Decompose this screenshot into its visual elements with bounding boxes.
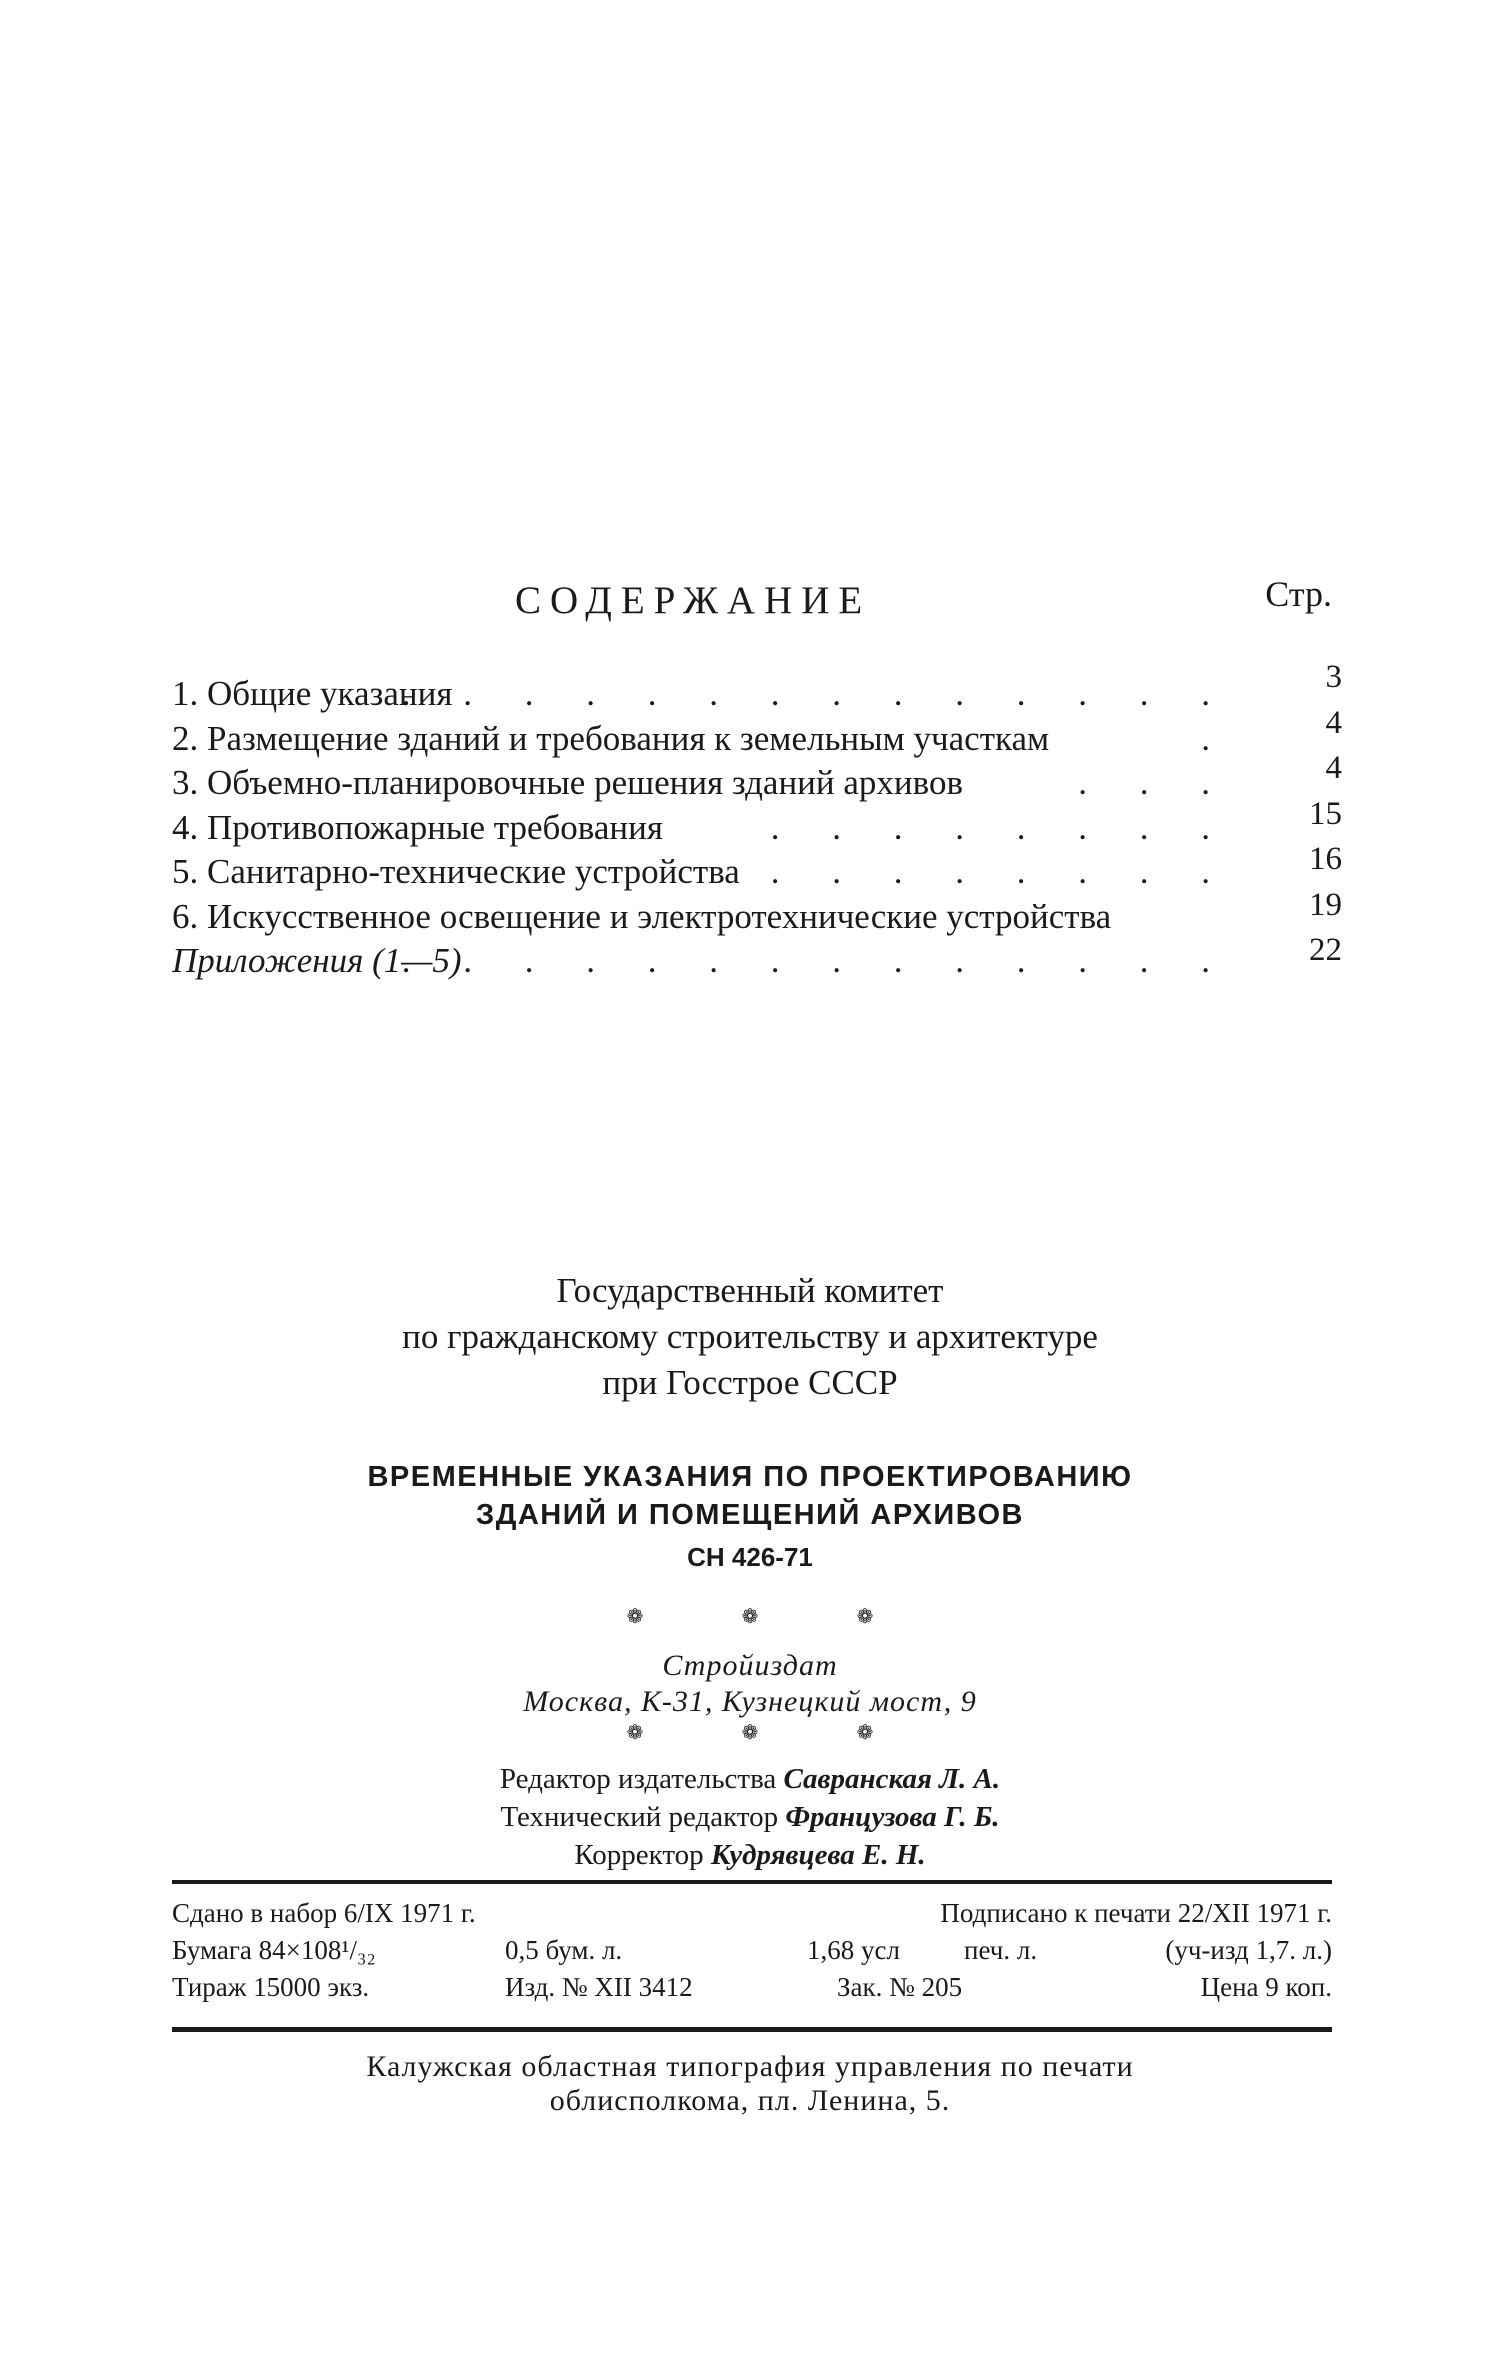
top-rule xyxy=(172,1880,1332,1884)
toc-entry-leader: . . . xyxy=(1078,763,1232,802)
publisher-name: Стройиздат xyxy=(662,1649,838,1682)
editor-line xyxy=(0,1798,1500,1836)
editor-role: Редактор издательства xyxy=(499,1763,777,1795)
toc-entry-label: 3. Объемно-планировочные решения зданий архивов xyxy=(172,763,963,802)
org-line: при Госстрое СССР xyxy=(602,1363,898,1402)
ornament-divider xyxy=(0,1720,1500,1745)
toc-entry xyxy=(172,672,1232,717)
toc-list xyxy=(172,672,1232,984)
editors-block xyxy=(0,1760,1500,1874)
toc-entry-leader: . xyxy=(1201,718,1232,758)
price: Цена 9 коп. xyxy=(1200,1972,1332,2002)
toc-entry xyxy=(172,895,1232,940)
toc-page-numbers xyxy=(1272,655,1342,974)
conventional-sheets: 1,68 усл xyxy=(807,1935,900,1965)
toc-page-number: 19 xyxy=(1309,886,1342,923)
toc-page-number: 4 xyxy=(1325,750,1342,786)
editor-role: Технический редактор xyxy=(500,1801,779,1833)
toc-entry-leader: . . . . . . . . . . . . . . xyxy=(401,941,1232,980)
toc-entry xyxy=(172,806,1232,851)
toc-entry-label: 4. Противопожарные требования xyxy=(172,807,663,847)
toc-entry-label: 1. Общие указания xyxy=(172,674,453,713)
document-title xyxy=(0,1458,1500,1534)
print-run: Тираж 15000 экз. xyxy=(172,1972,370,2002)
bottom-rule xyxy=(172,2027,1332,2032)
printer-block xyxy=(0,2050,1500,2118)
printer-line: облисполкома, пл. Ленина, 5. xyxy=(549,2084,951,2117)
toc-entry-label: Приложения (1—5) xyxy=(172,941,462,980)
toc-entry-leader: . . . . . . . . xyxy=(770,807,1232,847)
editor-line xyxy=(0,1760,1500,1798)
toc-entry xyxy=(172,717,1232,762)
paper-sheets: 0,5 бум. л. xyxy=(505,1935,623,1965)
publisher-address: Москва, К-31, Кузнецкий мост, 9 xyxy=(523,1685,977,1718)
printer-line: Калужская областная типография управления по печати xyxy=(366,2050,1134,2083)
signed-for-print: Подписано к печати 22/XII 1971 г. xyxy=(940,1898,1332,1928)
toc-page-number: 3 xyxy=(1325,659,1342,695)
toc-entry-appendices xyxy=(172,939,1232,984)
order-number: Зак. № 205 xyxy=(837,1972,963,2002)
paper-format: Бумага 84×108¹/₃₂ xyxy=(172,1935,376,1965)
editor-role: Корректор xyxy=(574,1839,704,1871)
ornament-icon: ❁ xyxy=(626,1606,644,1628)
org-line: по гражданскому строительству и архитектуре xyxy=(402,1317,1098,1356)
ornament-icon: ❁ xyxy=(741,1722,759,1744)
toc-entry xyxy=(172,850,1232,895)
editor-name: Кудрявцева Е. Н. xyxy=(710,1839,926,1871)
toc-entry-label: 2. Размещение зданий и требования к земельным участкам xyxy=(172,718,1050,758)
org-line: Государственный комитет xyxy=(556,1271,944,1310)
details-row xyxy=(172,1895,1332,1931)
ornament-icon: ❁ xyxy=(856,1606,874,1628)
doc-title-line: ВРЕМЕННЫЕ УКАЗАНИЯ ПО ПРОЕКТИРОВАНИЮ xyxy=(367,1461,1133,1493)
issuing-organization xyxy=(0,1268,1500,1406)
toc-page-number: 4 xyxy=(1325,704,1342,741)
ornament-icon: ❁ xyxy=(856,1722,874,1744)
toc-entry-leader: . . . . . . . . . . . . . . xyxy=(401,674,1232,713)
printed-sheets: печ. л. xyxy=(964,1935,1038,1965)
ornament-divider xyxy=(0,1604,1500,1629)
toc-entry xyxy=(172,761,1232,806)
sent-to-set: Сдано в набор 6/IX 1971 г. xyxy=(172,1898,476,1928)
toc-page-header: Стр. xyxy=(1265,574,1332,614)
toc-page-number: 22 xyxy=(1309,932,1342,968)
toc-page-number: 15 xyxy=(1309,795,1342,832)
toc-title: СОДЕРЖАНИЕ xyxy=(515,579,872,622)
toc-entry-label: 5. Санитарно-технические устройства xyxy=(172,852,740,891)
ornament-icon: ❁ xyxy=(626,1722,644,1744)
details-row xyxy=(172,1969,1332,2005)
doc-title-line: ЗДАНИЙ И ПОМЕЩЕНИЙ АРХИВОВ xyxy=(476,1499,1024,1531)
ornament-icon: ❁ xyxy=(741,1606,759,1628)
editor-line xyxy=(0,1836,1500,1874)
toc-entry-label: 6. Искусственное освещение и электротехнические устройства xyxy=(172,896,1112,936)
toc-entry-leader: . . . . . . . . xyxy=(770,852,1232,891)
document-code: СН 426-71 xyxy=(687,1542,813,1572)
publication-number: Изд. № XII 3412 xyxy=(505,1972,693,2002)
publishing-sheets: (уч-изд 1,7. л.) xyxy=(1165,1935,1332,1965)
details-row xyxy=(172,1932,1332,1968)
toc-page-number: 16 xyxy=(1309,841,1342,877)
publisher-block xyxy=(0,1648,1500,1720)
editor-name: Савранская Л. А. xyxy=(783,1763,1001,1795)
editor-name: Французова Г. Б. xyxy=(785,1801,1000,1833)
